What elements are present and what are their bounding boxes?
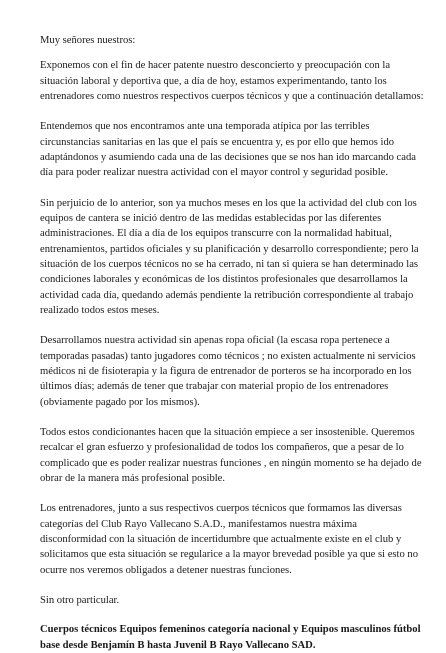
letter-paragraph-conditions: Todos estos condicionantes hacen que la situación empiece a ser insostenible. Queremos recalcar el gran esfuerzo y profesionalidad de todos los compañeros, que a pesar de lo complicado que es poder realizar nuestras funciones , en ningún momento se ha dejado de obrar de la manera más profesional posible. [40, 426, 422, 484]
letter-signature: Cuerpos técnicos Equipos femeninos categoría nacional y Equipos masculinos fútbol base desde Benjamín B hasta Juvenil B Rayo Vallecano SAD. [40, 624, 421, 651]
letter-paragraph-context: Entendemos que nos encontramos ante una temporada atípica por las terribles circunstancias sanitarias en las que el país se encuentra y, es por ello que hemos ido adaptándonos y asumiendo cada una de las decisiones que se nos han ido marcando cada día para poder realizar nuestra actividad con el mayor control y seguridad posible. [40, 121, 416, 179]
letter-document [40, 33, 424, 653]
letter-closing: Sin otro particular. [40, 595, 120, 607]
letter-paragraph-demand: Los entrenadores, junto a sus respectivos cuerpos técnicos que formamos las diversas categorías del Club Rayo Vallecano S.A.D., manifestamos nuestra máxima disconformidad con la situación de incertidumbre que actualmente existe en el club y solicitamos que esta situación se regularice a la mayor brevedad posible ya que si esto no ocurre nos veremos obligados a detener nuestras funciones. [40, 503, 419, 576]
letter-paragraph-situation: Sin perjuicio de lo anterior, son ya muchos meses en los que la actividad del club con los equipos de cantera se inició dentro de las medidas establecidas por las diferentes administraciones. El día a día de los equipos transcurre con la normalidad habitual, entrenamientos, partidos oficiales y su planificación y desarrollo correspondiente; pero la situación de los cuerpos técnicos no se ha cerrado, ni tan si quiera se han determinado las condiciones laborales y económicas de los distintos profesionales que desarrollamos la actividad cada día, quedando además pendiente la retribución correspondiente al trabajo realizado todos estos meses. [40, 197, 419, 316]
letter-salutation: Muy señores nuestros: [40, 35, 136, 46]
letter-paragraph-intro: Exponemos con el fin de hacer patente nuestro desconcierto y preocupación con la situación laboral y deportiva que, a día de hoy, estamos experimentando, tanto los entrenadores como nuestros respectivos cuerpos técnicos y que a continuación detallamos: [40, 60, 424, 102]
letter-paragraph-resources: Desarrollamos nuestra actividad sin apenas ropa oficial (la escasa ropa pertenece a temporadas pasadas) tanto jugadores como técnicos ; no existen actualmente ni servicios médicos ni de fisioterapia y la figura de entrenador de porteros se ha incorporado en los últimos días; además de tener que trabajar con material propio de los entrenadores (obviamente pagado por los mismos). [40, 335, 416, 408]
